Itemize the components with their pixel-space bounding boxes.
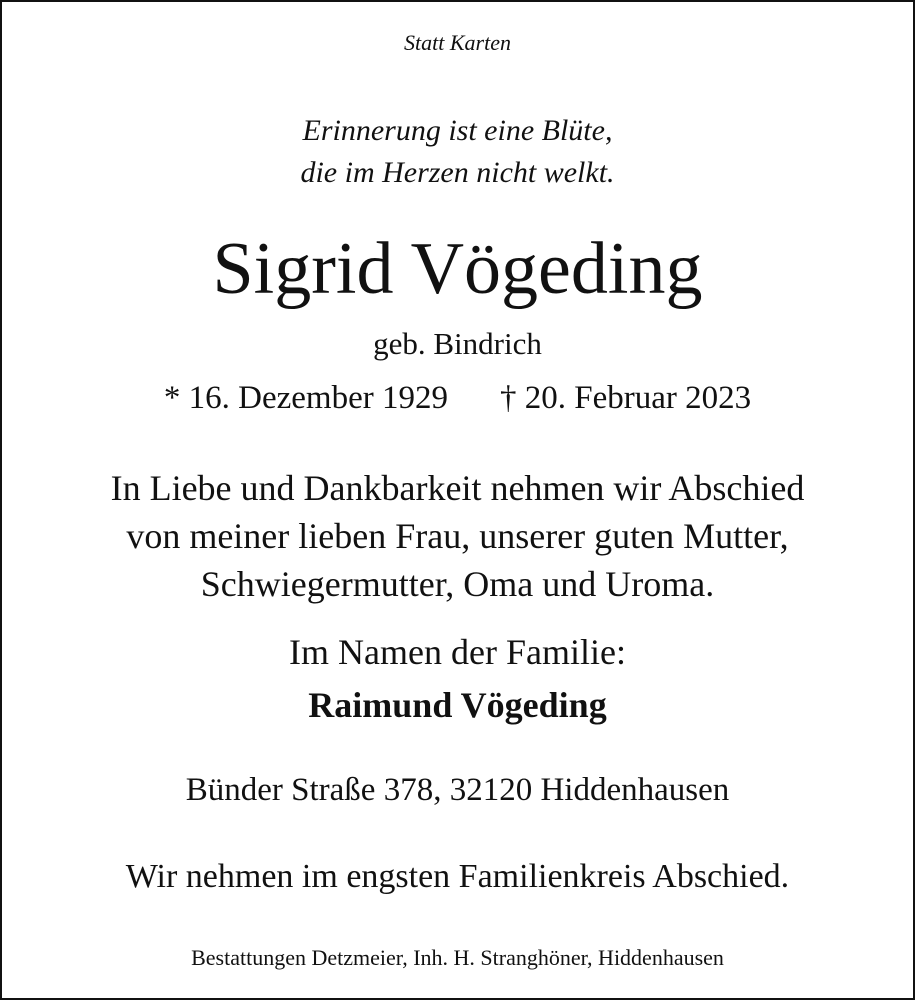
message-line-2: von meiner lieben Frau, unserer guten Mutter,: [126, 516, 789, 556]
intro-text: Statt Karten: [404, 30, 511, 55]
on-behalf-text: Im Namen der Familie:: [289, 632, 626, 672]
undertaker-text: Bestattungen Detzmeier, Inh. H. Stranghöner, Hiddenhausen: [191, 945, 724, 970]
death-date: † 20. Februar 2023: [499, 380, 752, 416]
signer-name: Raimund Vögeding: [308, 685, 607, 725]
message-line-1: In Liebe und Dankbarkeit nehmen wir Abschied: [110, 468, 805, 508]
poem-line-2: die im Herzen nicht welkt.: [300, 156, 615, 189]
deceased-name: Sigrid Vögeding: [212, 228, 703, 310]
funeral-note: Wir nehmen im engsten Familienkreis Abschied.: [125, 858, 790, 895]
poem-line-1: Erinnerung ist eine Blüte,: [302, 114, 613, 147]
birth-date: * 16. Dezember 1929: [163, 380, 448, 416]
birth-name: geb. Bindrich: [373, 326, 542, 361]
life-dates: [0, 382, 915, 415]
address-text: Bünder Straße 378, 32120 Hiddenhausen: [185, 772, 730, 808]
message-line-3: Schwiegermutter, Oma und Uroma.: [200, 564, 715, 604]
